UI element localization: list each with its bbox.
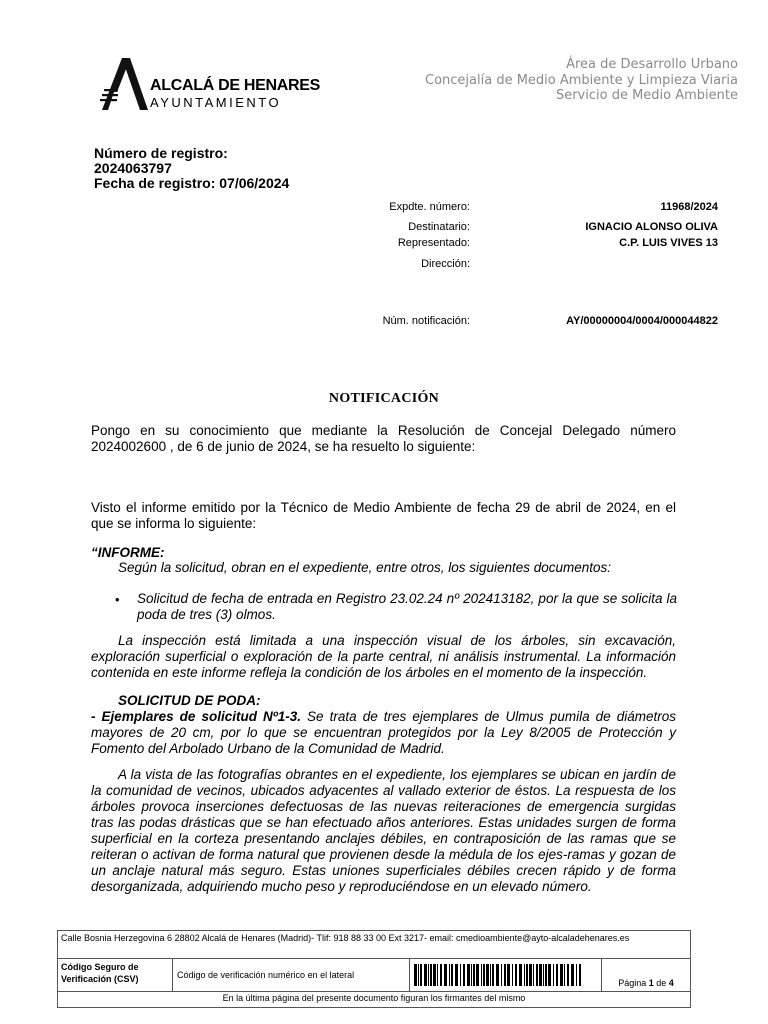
destinatario-label: Destinatario: bbox=[408, 221, 470, 233]
notificacion-number-value: AY/00000004/0004/000044822 bbox=[566, 315, 718, 327]
department-concejalia: Concejalía de Medio Ambiente y Limpieza Viaria bbox=[425, 72, 738, 88]
department-area: Área de Desarrollo Urbano bbox=[566, 57, 738, 72]
paragraph-solicitud-docs: Según la solicitud, obran en el expediente, entre otros, los siguientes documentos: bbox=[118, 560, 612, 575]
expdte-value: 11968/2024 bbox=[660, 201, 718, 213]
registry-block bbox=[94, 146, 289, 191]
ejemplares-bold: - Ejemplares de solicitud Nº1-3. bbox=[91, 709, 301, 724]
paragraph-visto: Visto el informe emitido por la Técnico de Medio Ambiente de fecha 29 de abril de 2024, en el que se informa lo siguiente: bbox=[91, 500, 676, 531]
destinatario-value: IGNACIO ALONSO OLIVA bbox=[585, 221, 718, 233]
representado-label: Representado: bbox=[397, 237, 470, 249]
logo-subtitle: AYUNTAMIENTO bbox=[150, 95, 282, 110]
footer-signers: En la última página del presente documento figuran los firmantes del mismo bbox=[222, 993, 526, 1003]
barcode-icon bbox=[414, 964, 584, 986]
csv-text: Código de verificación numérico en el lateral bbox=[173, 959, 410, 991]
direccion-label: Dirección: bbox=[421, 258, 470, 270]
expdte-label: Expdte. número: bbox=[389, 201, 470, 213]
page-total: 4 bbox=[668, 978, 674, 988]
page-prefix: Página bbox=[618, 978, 647, 988]
paragraph-resolucion: Pongo en su conocimiento que mediante la Resolución de Concejal Delegado número 2024002600 , de 6 de junio de 2024, se ha resuelto lo siguiente: bbox=[91, 423, 676, 454]
bullet-solicitud: Solicitud de fecha de entrada en Registro 23.02.24 nº 202413182, por la que se solicita la poda de tres (3) olmos. bbox=[137, 591, 677, 622]
page-indicator bbox=[602, 959, 690, 991]
footer-address: Calle Bosnia Herzegovina 6 28802 Alcalá de Henares (Madrid)- Tlif: 918 88 33 00 Ext 3217- email: cmedioambiente@ayto-alcaladehenares.es bbox=[58, 931, 690, 959]
paragraph-inspeccion: La inspección está limitada a una inspección visual de los árboles, sin excavación, exploración superficial o exploración de la parte central, ni análisis instrumental. La información contenida en este informe refleja la condición de los árboles en el momento de la inspección. bbox=[91, 633, 676, 680]
csv-label: Código Seguro de Verificación (CSV) bbox=[58, 959, 173, 991]
alcala-a-emblem-icon bbox=[100, 56, 150, 112]
barcode-cell bbox=[410, 959, 602, 991]
notificacion-number-label: Núm. notificación: bbox=[382, 315, 470, 327]
paragraph-fotografias: A la vista de las fotografías obrantes en el expediente, los ejemplares se ubican en jardín de la comunidad de vecinos, ubicados adyacentes al vallado exterior de éstos. La respuesta de los árboles provoca inserciones defectuosas de las nuevas reiteraciones de emergencia surgidas tras las podas drásticas que se han efectuado años anteriores. Estas unidades surgen de forma superficial en la corteza presentando anclajes débiles, en contraposición de las ramas que se reiteran o activan de forma natural que provienen desde la médula de los ejes-ramas y gozan de un anclaje natural más seguro. Estas uniones superficiales débiles crecen rápido y de forma desorganizada, adquiriendo mucho peso y reproduciéndose en un elevado número. bbox=[91, 767, 676, 894]
ejemplares-text: Se trata de tres ejemplares de Ulmus pumila de diámetros mayores de 20 cm, por lo que se encuentran protegidos por la Ley 8/2005 de Protección y Fomento del Arbolado Urbano de la Comunidad de Madrid. bbox=[91, 709, 676, 756]
bullet-marker: • bbox=[115, 592, 120, 607]
registry-number-label: Número de registro: bbox=[94, 145, 228, 161]
document-title: NOTIFICACIÓN bbox=[328, 391, 440, 406]
page-current: 1 bbox=[648, 978, 654, 988]
paragraph-ejemplares bbox=[91, 709, 676, 757]
footer-csv-row bbox=[58, 959, 690, 992]
solicitud-poda-heading: SOLICITUD DE PODA: bbox=[118, 693, 261, 708]
department-service: Servicio de Medio Ambiente bbox=[555, 88, 738, 103]
registry-number: 2024063797 bbox=[94, 160, 172, 176]
informe-heading: “INFORME: bbox=[91, 545, 165, 560]
registry-date: Fecha de registro: 07/06/2024 bbox=[94, 175, 290, 191]
department-header bbox=[425, 57, 738, 104]
ayuntamiento-logo bbox=[100, 56, 321, 112]
page-separator: de bbox=[656, 978, 667, 988]
footer-table bbox=[57, 930, 691, 1008]
representado-value: C.P. LUIS VIVES 13 bbox=[619, 237, 718, 249]
logo-name: ALCALÁ DE HENARES bbox=[150, 77, 321, 94]
